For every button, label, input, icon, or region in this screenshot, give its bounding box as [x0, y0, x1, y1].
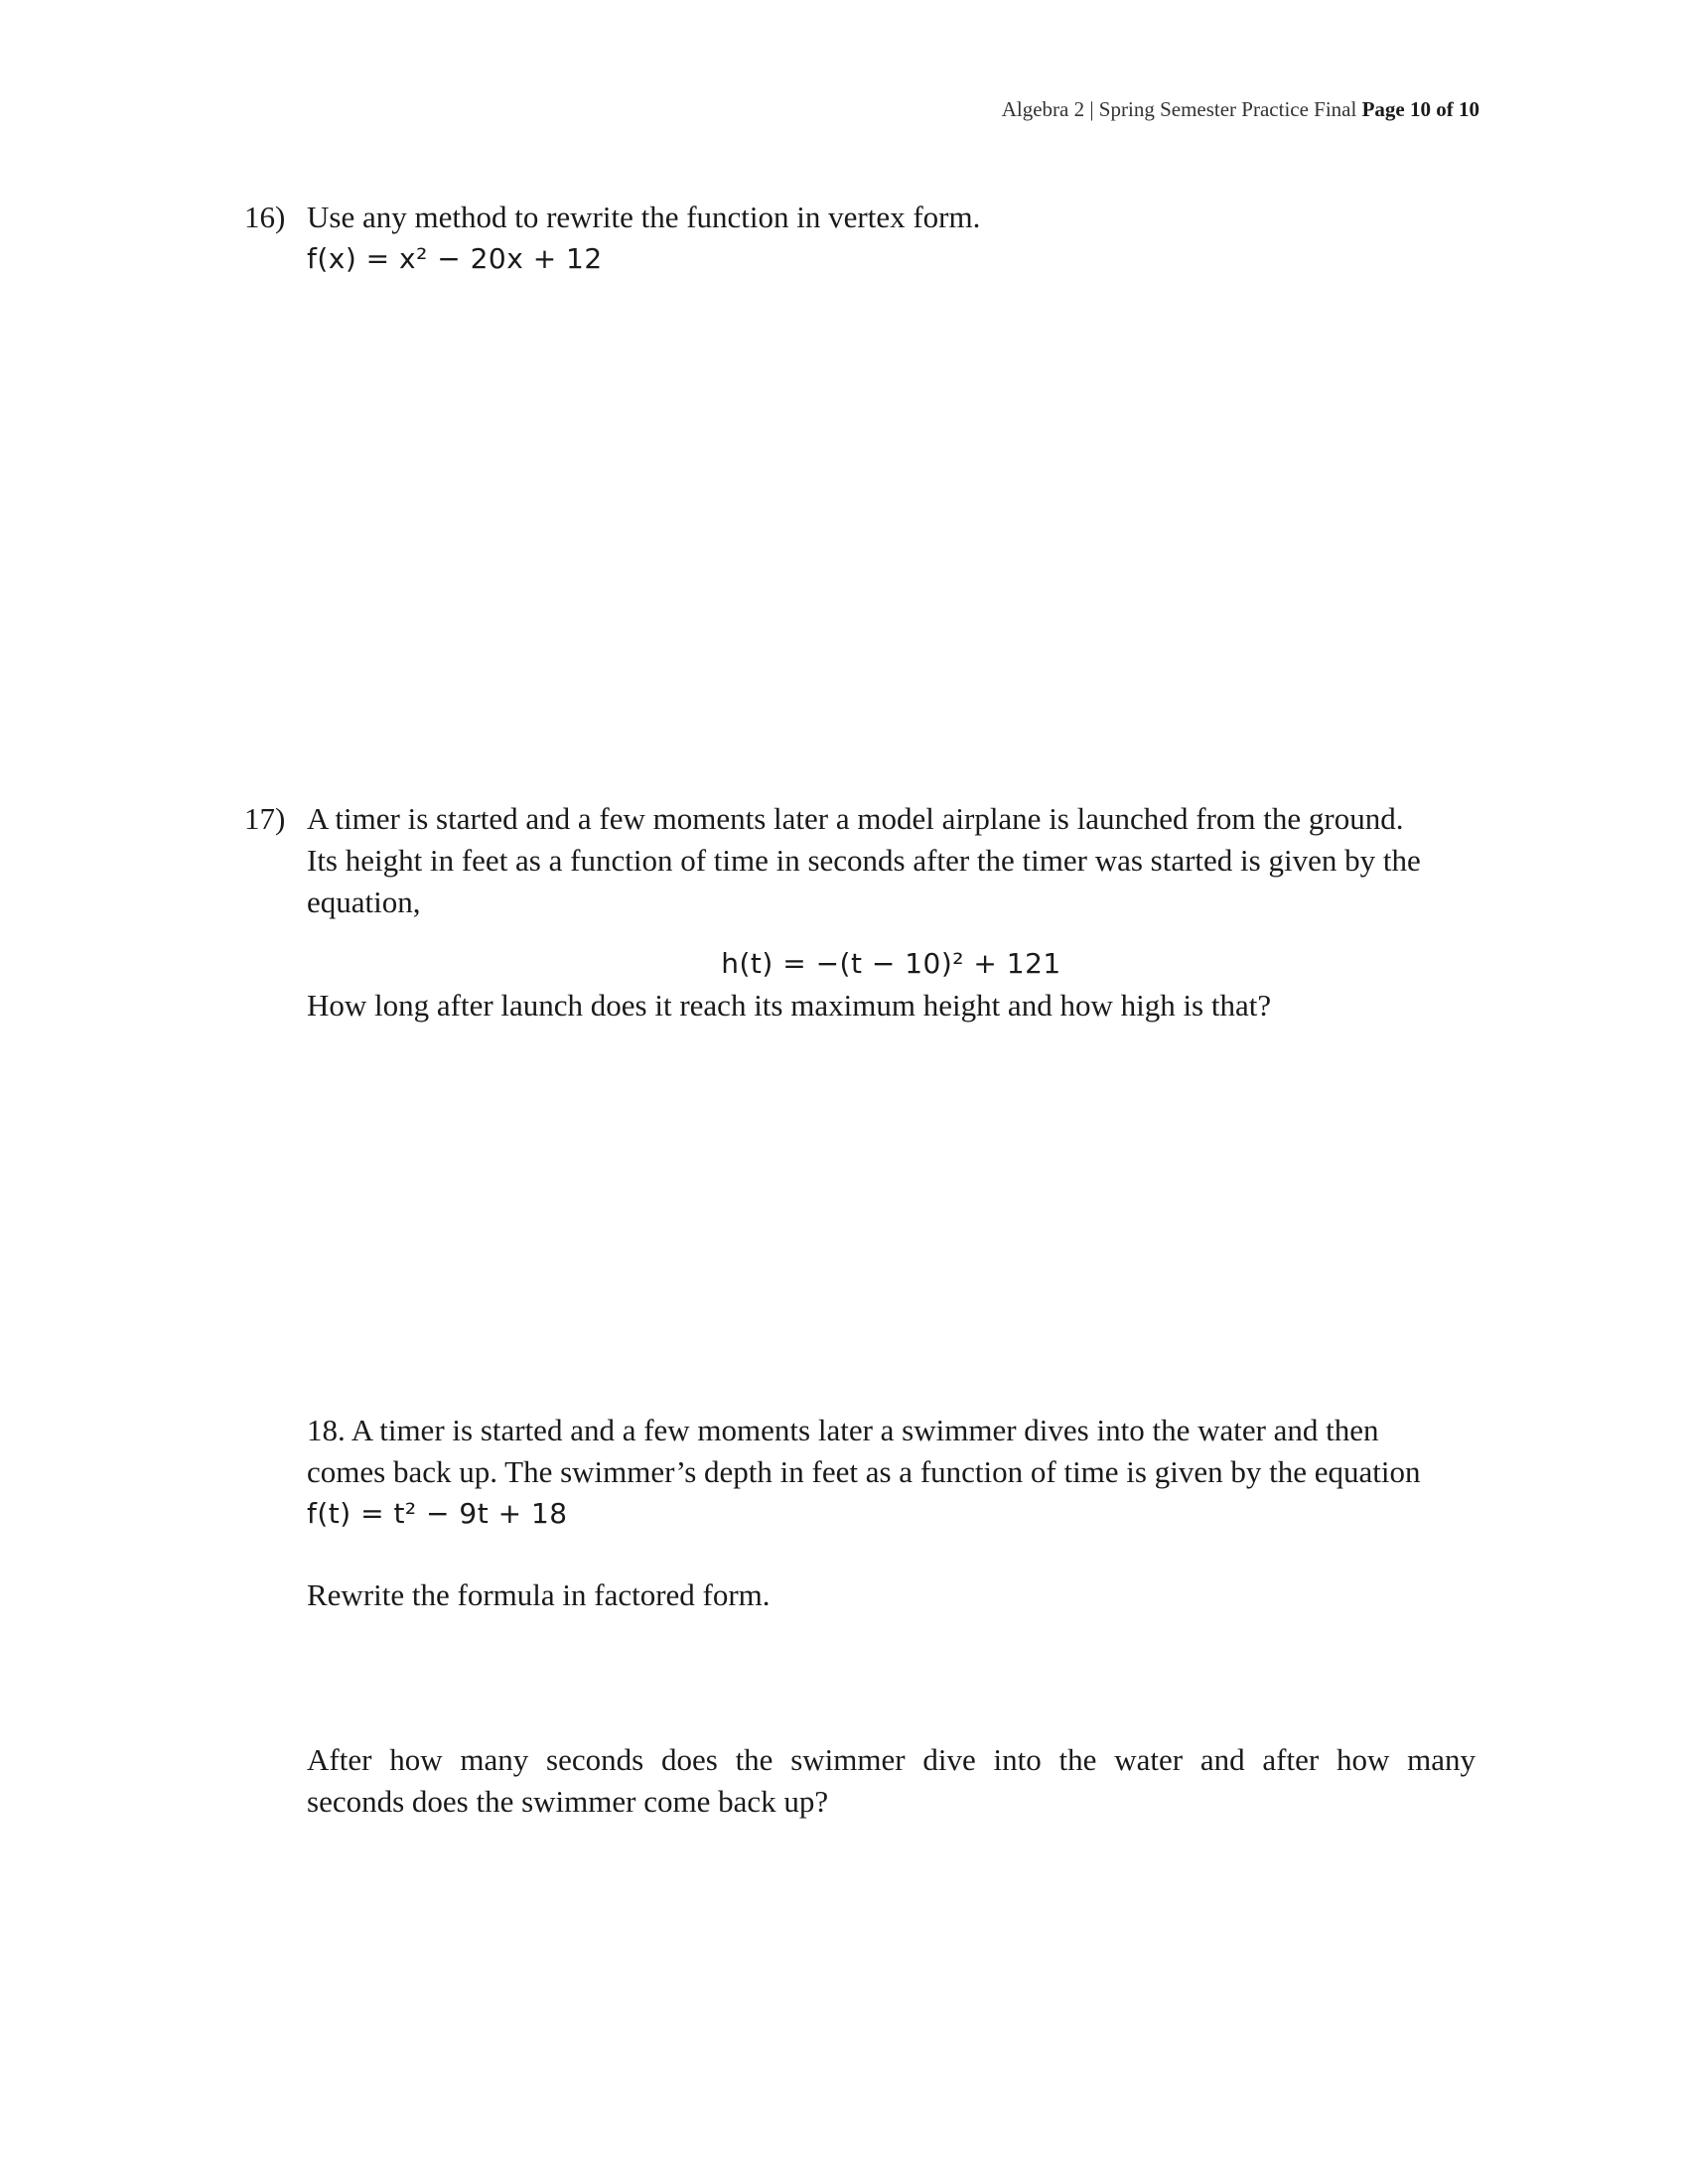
problem-16-prompt: Use any method to rewrite the function in vertex form. — [307, 200, 981, 234]
problem-17-text — [307, 798, 1476, 923]
problem-16-number: 16) — [244, 200, 286, 234]
problem-17-line-3: equation, — [307, 885, 421, 919]
problem-16 — [244, 197, 1476, 280]
problem-17-line-2: Its height in feet as a function of time in seconds after the timer was started is given by the — [307, 843, 1421, 878]
problem-18 — [307, 1410, 1476, 1823]
header-course-title: Algebra 2 | Spring Semester Practice Final — [1001, 97, 1362, 121]
problem-18-question-line-2: seconds does the swimmer come back up? — [307, 1784, 829, 1819]
problem-17-line-1: A timer is started and a few moments later a model airplane is launched from the ground. — [307, 801, 1404, 836]
problem-18-line-1: 18. A timer is started and a few moments later a swimmer dives into the water and then — [307, 1413, 1379, 1447]
problem-16-equation — [307, 238, 1476, 280]
problem-18-question-line-1: After how many seconds does the swimmer dive into the water and after how many — [307, 1742, 1476, 1777]
problem-17 — [244, 798, 1476, 1026]
problem-17-equation: h(t) = −(t − 10)² + 121 — [721, 947, 1061, 980]
page-header — [1002, 97, 1479, 122]
problem-18-line-2: comes back up. The swimmer’s depth in feet as a function of time is given by the equation — [307, 1454, 1421, 1489]
problem-18-equation: f(t) = t² − 9t + 18 — [307, 1497, 568, 1530]
header-page-number: Page 10 of 10 — [1361, 97, 1479, 121]
problem-18-instruction: Rewrite the formula in factored form. — [307, 1577, 771, 1612]
problem-16-equation-text: f(x) = x² − 20x + 12 — [307, 242, 603, 275]
problem-17-question: How long after launch does it reach its maximum height and how high is that? — [307, 988, 1272, 1023]
problem-17-number: 17) — [244, 801, 286, 836]
